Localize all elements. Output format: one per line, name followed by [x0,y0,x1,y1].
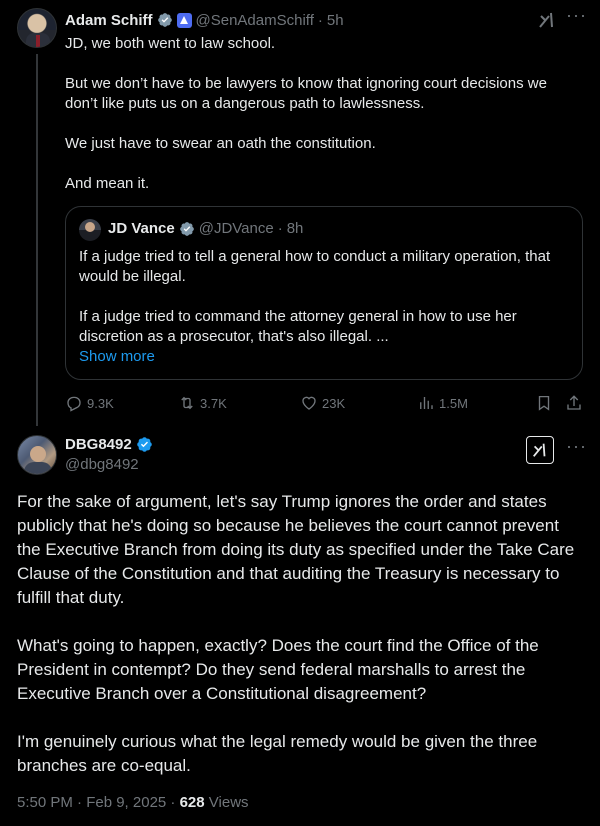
thread-connector [36,54,38,426]
verified-gray-icon [157,12,173,28]
quote-paragraph: If a judge tried to tell a general how to conduct a military operation, that would be illegal. [79,248,551,285]
more-icon[interactable]: ··· [566,5,587,25]
quoted-post[interactable] [65,206,583,380]
post-paragraph: But we don’t have to be lawyers to know that ignoring court decisions we don’t like puts us on a dangerous path to lawlessness. [65,75,547,112]
government-badge-icon [177,13,192,28]
post-meta [17,794,249,811]
author-name[interactable]: Adam Schiff [65,11,153,29]
grok-button[interactable] [526,436,554,464]
reply-count: 9.3K [87,395,114,411]
quote-paragraph: If a judge tried to command the attorney general in how to use her discretion as a prosecutor, that's also illegal. ... [79,308,517,345]
bookmark-button[interactable] [535,392,557,414]
verified-blue-icon [136,436,153,453]
show-more-link[interactable]: Show more [79,348,155,365]
author-handle[interactable]: @SenAdamSchiff [195,11,314,29]
post-time[interactable]: 5h [326,11,344,29]
views-count: 1.5M [439,395,468,411]
like-count: 23K [322,395,346,411]
avatar-tie [36,35,40,47]
timestamp[interactable]: 5:50 PM · Feb 9, 2025 · [17,794,176,811]
quote-text [79,247,575,347]
quote-header [108,220,303,237]
reply-button[interactable] [65,392,114,414]
post-paragraph: We just have to swear an oath the constitution. [65,135,376,152]
quote-author-name[interactable]: JD Vance [108,220,175,237]
post-text [65,34,585,214]
views-label: Views [208,794,249,811]
reply-header [65,436,153,453]
views-number: 628 [179,794,205,811]
reply-text [17,490,587,802]
repost-icon [178,394,196,412]
action-bar [65,392,585,414]
avatar[interactable] [17,435,57,475]
like-button[interactable] [300,392,345,414]
share-button[interactable] [565,392,587,414]
avatar[interactable] [17,8,57,48]
post-paragraph: And mean it. [65,175,150,192]
author-name[interactable]: DBG8492 [65,436,132,453]
like-icon [300,394,318,412]
views-button[interactable] [417,392,468,414]
bookmark-icon [535,394,553,412]
repost-count: 3.7K [200,395,227,411]
more-icon[interactable]: ··· [566,436,587,456]
quote-time[interactable]: 8h [286,220,304,237]
grok-icon [531,441,549,459]
reply-paragraph: What's going to happen, exactly? Does the court find the Office of the President in contempt? Do they send federal marshalls to arrest the Executive Branch over a Constitutional disagreement? [17,636,539,703]
reply-paragraph: For the sake of argument, let's say Trump ignores the order and states publicly that he's doing so because he believes the court cannot prevent the Executive Branch from doing its duty as specified under the Take Care Clause of the Constitution and that auditing the Treasury is necessary to fulfill that duty. [17,492,575,607]
post-paragraph: JD, we both went to law school. [65,35,276,52]
views-icon [417,394,435,412]
reply-paragraph: I'm genuinely curious what the legal remedy would be given the three branches are co-equal. [17,732,538,775]
quote-author-handle[interactable]: @JDVance [198,220,274,237]
quote-avatar[interactable] [79,219,101,241]
grok-icon[interactable] [537,10,557,30]
share-icon [565,394,583,412]
separator: · [317,11,323,29]
reply-icon [65,394,83,412]
author-handle[interactable]: @dbg8492 [65,456,139,473]
repost-button[interactable] [178,392,227,414]
verified-gray-icon [179,221,195,237]
post-header [65,10,344,30]
separator: · [277,220,283,237]
